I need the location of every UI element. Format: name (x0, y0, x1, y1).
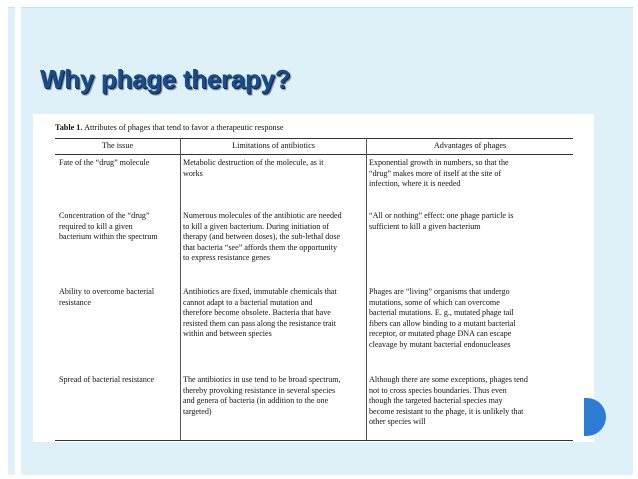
table-caption-text: Attributes of phages that tend to favor a therapeutic response (84, 123, 284, 132)
table-cell-advantages-line: infection, where it is needed (369, 179, 461, 189)
table-cell-issue-line: Fate of the “drug” molecule (59, 158, 150, 167)
slide-title: Why phage therapy? (40, 64, 291, 94)
table-cell-limitations-line: Numerous molecules of the antibiotic are needed (183, 211, 342, 220)
table-cell-advantages-line: Exponential growth in numbers, so that the (369, 158, 509, 167)
slide-top-border (8, 7, 633, 8)
table-column-divider (366, 138, 367, 440)
table-cell-limitations-line: that bacteria “see” affords them the opportunity (183, 242, 338, 252)
table-cell-limitations-line: to express resistance genes (183, 253, 270, 263)
table-header-limitations: Limitations of antibiotics (232, 141, 315, 150)
table-cell-issue-line: resistance (59, 297, 91, 307)
table-cell-issue-line: Ability to overcome bacterial (59, 287, 155, 296)
table-cell-advantages-line: become resistant to the phage, it is unlikely that (369, 406, 524, 416)
table-caption (55, 123, 283, 132)
table-cell-limitations-line: works (183, 168, 203, 178)
table-cell-limitations-line: Metabolic destruction of the molecule, as it (183, 158, 324, 167)
table-cell-advantages-line: receptor, or mutated phage DNA can escape (369, 329, 512, 339)
table-cell-advantages-line: fibers can allow binding to a mutant bacterial (369, 318, 516, 328)
table-cell-advantages-line: Phages are “living” organisms that undergo (369, 287, 510, 296)
table-cell-advantages-line: mutations, some of which can overcome (369, 297, 500, 307)
table-cell-advantages-line: not to cross species boundaries. Thus even (369, 385, 507, 395)
table-cell-limitations-line: thereby provoking resistance in several species (183, 385, 336, 395)
table-cell-limitations-line: to kill a given bacterium. During initiation of (183, 221, 330, 231)
table-top-rule (55, 138, 573, 139)
table-cell-issue-line: required to kill a given (59, 221, 133, 231)
table-cell-advantages-line: other species will (369, 417, 426, 427)
table-cell-limitations-line: Antibiotics are fixed, immutable chemicals that (183, 287, 337, 296)
table-cell-advantages-line: cleavage by mutant bacterial endonucleases (369, 340, 511, 349)
table-cell-advantages-line: “drug” makes more of itself at the site of (369, 168, 502, 178)
table-cell-limitations-line: cannot adapt to a bacterial mutation and (183, 297, 313, 307)
table-cell-advantages-line: sufficient to kill a given bacterium (369, 221, 481, 231)
table-cell-limitations-line: targeted) (183, 406, 212, 416)
table-cell-limitations-line: therapy (and between doses), the sub-lethal dose (183, 232, 341, 242)
table-cell-advantages-line: Although there are some exceptions, phages tend (369, 375, 528, 384)
table-header-issue: The issue (101, 141, 134, 150)
table-header-rule (55, 154, 573, 155)
table-cell-issue-line: Spread of bacterial resistance (59, 375, 155, 384)
table-column-divider (180, 138, 181, 440)
table-header-advantages: Advantages of phages (433, 141, 507, 150)
table-cell-limitations-line: within and between species (183, 329, 272, 339)
table-cell-limitations-line: resisted them can pass along the resistance trait (183, 318, 337, 328)
table-cell-advantages-line: bacterial mutations. E. g., mutated phage tail (369, 308, 514, 318)
table-cell-limitations-line: therefore become obsolete. Bacteria that have (183, 308, 331, 318)
table-cell-issue-line: bacterium within the spectrum (59, 232, 158, 242)
table-cell-issue-line: Concentration of the “drug” (59, 211, 150, 220)
table-caption-label: Table 1. (55, 123, 83, 132)
slide-left-bar (15, 7, 21, 475)
table-cell-limitations-line: The antibiotics in use tend to be broad spectrum, (183, 375, 341, 384)
table-bottom-rule (55, 440, 573, 441)
table-cell-limitations-line: and genera of bacteria (in addition to the one (183, 396, 329, 406)
table-image-panel (33, 114, 594, 442)
table-cell-advantages-line: though the targeted bacterial species may (369, 396, 503, 406)
table-cell-advantages-line: “All or nothing” effect: one phage particle is (369, 211, 514, 220)
